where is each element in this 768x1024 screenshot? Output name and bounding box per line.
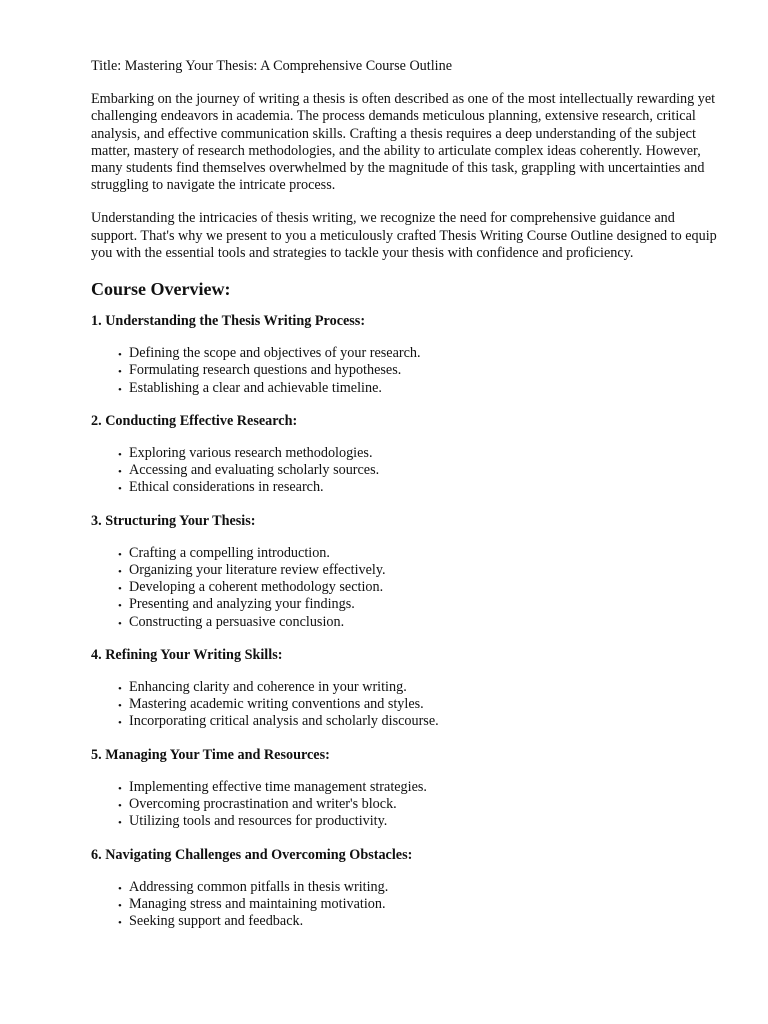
bullet-list [91,679,721,731]
bullet-icon: • [118,899,122,912]
bullet-icon: • [118,583,122,596]
list-item [118,362,721,379]
list-item [118,813,721,830]
bullet-icon: • [118,366,122,379]
bullet-icon: • [118,383,122,396]
list-item [118,896,721,913]
list-item-text: Managing stress and maintaining motivation. [129,895,386,912]
list-item [118,479,721,496]
bullet-list [91,445,721,497]
bullet-icon: • [118,617,122,630]
intro-paragraph: Embarking on the journey of writing a thesis is often described as one of the most intellectually rewarding yet challenging endeavors in academia. The process demands meticulous planning, extensive research, critical analysis, and effective communication skills. Crafting a thesis requires a deep understanding of the subject matter, mastery of research methodologies, and the ability to articulate complex ideas coherently. However, many students find themselves overwhelmed by the magnitude of this task, grappling with uncertainties and struggling to navigate the intricate process. [91,91,716,194]
list-item-text: Accessing and evaluating scholarly sources. [129,462,380,479]
section-heading: 1. Understanding the Thesis Writing Process: [91,313,366,330]
list-item-text: Presenting and analyzing your findings. [129,596,355,613]
bullet-icon: • [118,800,122,813]
list-item-text: Constructing a persuasive conclusion. [129,613,345,630]
course-overview-heading: Course Overview: [91,279,231,300]
intro-paragraph: Understanding the intricacies of thesis writing, we recognize the need for comprehensive guidance and support. That's why we present to you a meticulously crafted Thesis Writing Course Outline designed to equip you with the essential tools and strategies to tackle your thesis with confidence and proficiency. [91,210,717,261]
bullet-icon: • [118,717,122,730]
list-item-text: Defining the scope and objectives of your research. [129,345,421,362]
bullet-icon: • [118,700,122,713]
bullet-icon: • [118,683,122,696]
document-page [91,58,721,946]
bullet-icon: • [118,782,122,795]
section-heading: 2. Conducting Effective Research: [91,412,298,429]
list-item [118,462,721,479]
bullet-list [91,545,721,631]
bullet-icon: • [118,817,122,830]
list-item [118,913,721,930]
list-item-text: Overcoming procrastination and writer's block. [129,796,397,813]
list-item-text: Utilizing tools and resources for productivity. [129,813,388,830]
list-item-text: Formulating research questions and hypotheses. [129,362,402,379]
list-item [118,380,721,397]
list-item-text: Seeking support and feedback. [129,913,304,930]
bullet-icon: • [118,882,122,895]
section-heading: 4. Refining Your Writing Skills: [91,646,283,663]
list-item [118,596,721,613]
section-heading: 6. Navigating Challenges and Overcoming Obstacles: [91,846,413,863]
list-item-text: Ethical considerations in research. [129,479,324,496]
list-item [118,713,721,730]
bullet-icon: • [118,466,122,479]
list-item-text: Developing a coherent methodology section. [129,579,384,596]
list-item-text: Organizing your literature review effectively. [129,562,386,579]
list-item [118,345,721,362]
bullet-list [91,879,721,931]
list-item [118,545,721,562]
list-item-text: Addressing common pitfalls in thesis writing. [129,878,389,895]
list-item-text: Incorporating critical analysis and scholarly discourse. [129,713,439,730]
list-item [118,562,721,579]
list-item [118,614,721,631]
bullet-icon: • [118,449,122,462]
list-item [118,579,721,596]
list-item [118,445,721,462]
bullet-list [91,345,721,397]
bullet-list [91,779,721,831]
bullet-icon: • [118,566,122,579]
section-heading: 5. Managing Your Time and Resources: [91,746,330,763]
list-item [118,796,721,813]
list-item-text: Mastering academic writing conventions and styles. [129,696,424,713]
list-item [118,779,721,796]
list-item-text: Exploring various research methodologies. [129,445,373,462]
list-item [118,696,721,713]
document-title: Title: Mastering Your Thesis: A Comprehensive Course Outline [91,58,452,74]
bullet-icon: • [118,483,122,496]
list-item-text: Crafting a compelling introduction. [129,544,330,561]
list-item-text: Enhancing clarity and coherence in your writing. [129,679,407,696]
list-item [118,879,721,896]
bullet-icon: • [118,600,122,613]
section-heading: 3. Structuring Your Thesis: [91,512,256,529]
course-sections [91,313,721,930]
list-item-text: Implementing effective time management strategies. [129,778,427,795]
bullet-icon: • [118,349,122,362]
list-item-text: Establishing a clear and achievable timeline. [129,379,382,396]
list-item [118,679,721,696]
bullet-icon: • [118,917,122,930]
bullet-icon: • [118,548,122,561]
